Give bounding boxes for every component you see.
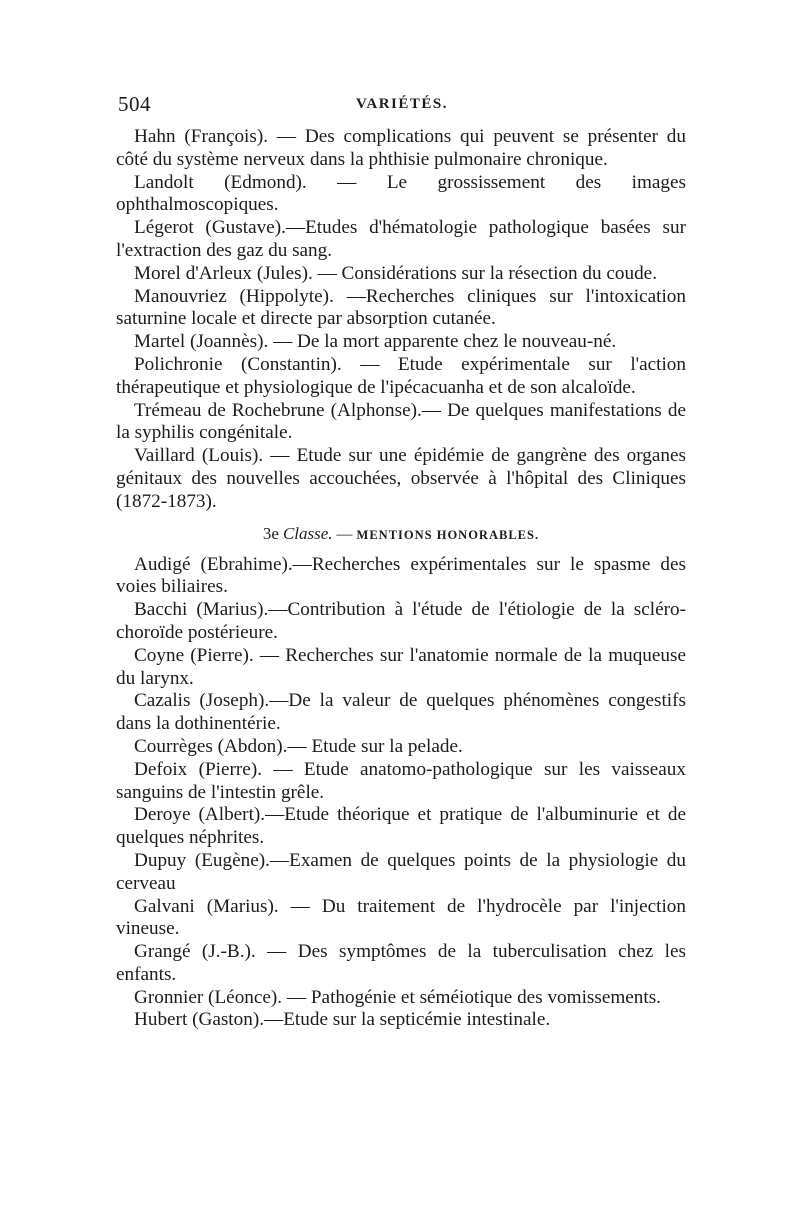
list-item: Hubert (Gaston).—Etude sur la septicémie intestinale. <box>134 1009 551 1031</box>
list-item: Courrèges (Abdon).— Etude sur la pelade. <box>134 735 463 757</box>
section-number: 3e <box>262 523 279 543</box>
list-item: Trémeau de Rochebrune (Alphonse).— De quelques manifestations de la syphilis congénitale. <box>116 399 686 444</box>
list-item: Grangé (J.-B.). — Des symptômes de la tuberculisation chez les enfants. <box>116 941 686 985</box>
list-item: Manouvriez (Hippolyte). —Recherches cliniques sur l'intoxication saturnine locale et directe par absorption cutanée. <box>116 285 686 330</box>
list-item: Audigé (Ebrahime).—Recherches expérimentales sur le spasme des voies biliaires. <box>116 553 686 598</box>
list-item: Coyne (Pierre). — Recherches sur l'anatomie normale de la muqueuse du larynx. <box>116 644 686 689</box>
list-item: Martel (Joannès). — De la mort apparente chez le nouveau-né. <box>134 331 617 353</box>
page-header <box>118 92 686 120</box>
body-text <box>116 126 686 1032</box>
section-title: MENTIONS HONORABLES. <box>356 527 540 542</box>
list-item: Deroye (Albert).—Etude théorique et pratique de l'albuminurie et de quelques néphrites. <box>116 804 686 849</box>
list-item: Defoix (Pierre). — Etude anatomo-pathologique sur les vaisseaux sanguins de l'intestin grêle. <box>116 758 686 803</box>
section-heading <box>116 523 686 546</box>
list-item: Landolt (Edmond). — Le grossissement des images ophthalmoscopiques. <box>116 171 686 216</box>
section-classe: Classe. <box>282 523 333 543</box>
running-head: VARIÉTÉS. <box>355 96 448 112</box>
page-number: 504 <box>118 92 151 116</box>
list-item: Légerot (Gustave).—Etudes d'hématologie pathologique basées sur l'extraction des gaz du sang. <box>116 217 686 261</box>
list-item: Gronnier (Léonce). — Pathogénie et séméiotique des vomissements. <box>134 986 661 1008</box>
list-item: Vaillard (Louis). — Etude sur une épidémie de gangrène des organes génitaux des nouvelles accouchées, observée à l'hôpital des Cliniques (1872-1873). <box>116 445 686 512</box>
list-item: Hahn (François). — Des complications qui peuvent se présenter du côté du système nerveux dans la phthisie pulmonaire chronique. <box>116 126 686 170</box>
list-item: Polichronie (Constantin). — Etude expérimentale sur l'action thérapeutique et physiologique de l'ipécacuanha et de son alcaloïde. <box>116 353 686 398</box>
list-item: Morel d'Arleux (Jules). — Considérations sur la résection du coude. <box>134 262 657 284</box>
list-item: Cazalis (Joseph).—De la valeur de quelques phénomènes congestifs dans la dothinentérie. <box>116 690 686 735</box>
list-item: Dupuy (Eugène).—Examen de quelques points de la physiologie du cerveau <box>116 849 686 894</box>
list-item: Galvani (Marius). — Du traitement de l'hydrocèle par l'injection vineuse. <box>116 895 686 940</box>
section-dash: — <box>336 525 353 543</box>
list-item: Bacchi (Marius).—Contribution à l'étude de l'étiologie de la scléro-choroïde postérieure. <box>116 599 686 643</box>
